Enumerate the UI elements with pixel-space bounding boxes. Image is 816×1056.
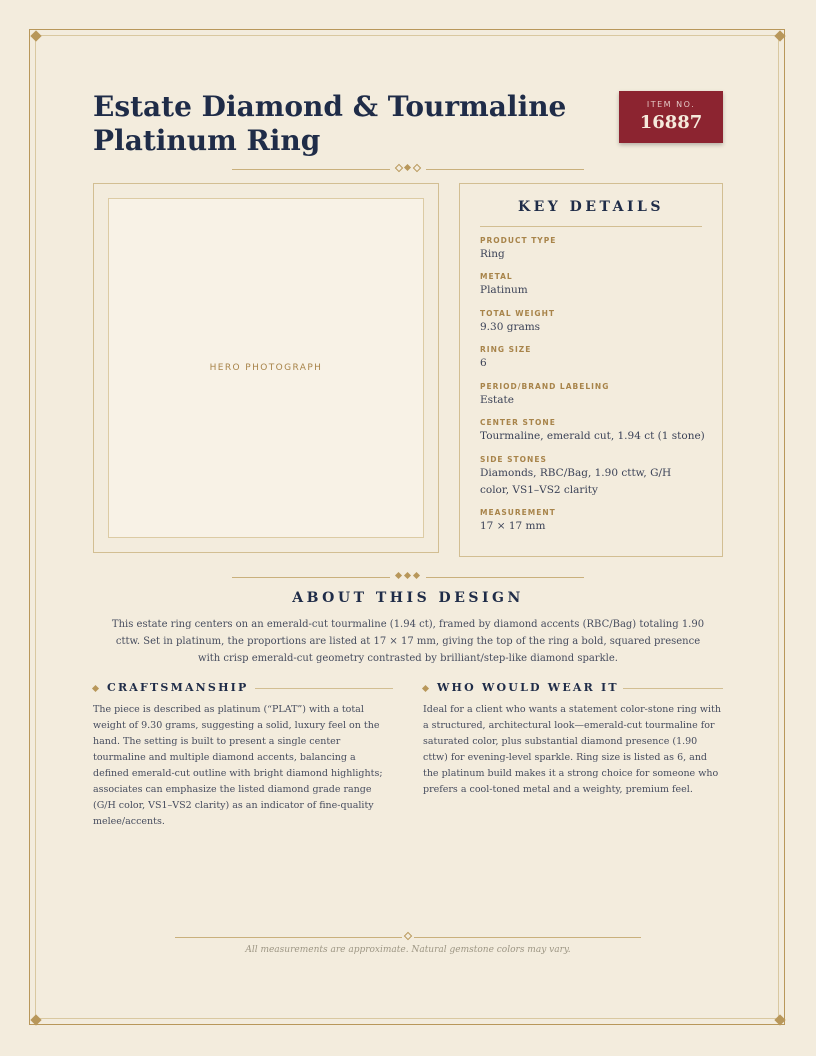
craftsmanship-header: [93, 681, 393, 697]
detail-period-brand: [480, 382, 705, 409]
detail-label: METAL: [480, 272, 513, 281]
detail-value: Platinum: [480, 284, 528, 296]
about-heading: ABOUT THIS DESIGN: [292, 590, 524, 606]
footer-disclaimer: All measurements are approximate. Natural gemstone colors may vary.: [245, 945, 571, 955]
detail-label: TOTAL WEIGHT: [480, 309, 555, 318]
detail-label: SIDE STONES: [480, 455, 547, 464]
about-body: This estate ring centers on an emerald-cut tourmaline (1.94 ct), framed by diamond accents (RBC/Bag) totaling 1.90 cttw. Set in platinum, the proportions are listed at 17 × 17 mm, giving the top of the ring a bold, squared presence with crisp emerald-cut geometry contrasted by brilliant/step-like diamond sparkle.: [111, 619, 705, 664]
detail-label: CENTER STONE: [480, 418, 556, 427]
detail-measurement: [480, 508, 705, 535]
item-number-label: ITEM NO.: [646, 100, 696, 109]
detail-ring-size: [480, 345, 705, 372]
detail-value: 17 × 17 mm: [480, 520, 546, 532]
footer-divider-ornament: [175, 931, 641, 943]
detail-value: 6: [480, 357, 487, 369]
detail-product-type: [480, 236, 705, 263]
item-number-value: 16887: [639, 112, 703, 133]
detail-label: RING SIZE: [480, 345, 532, 354]
item-number-badge: [619, 91, 723, 143]
page-title: Estate Diamond & Tourmaline Platinum Ring: [93, 90, 567, 157]
detail-label: PRODUCT TYPE: [480, 236, 557, 245]
detail-metal: [480, 272, 705, 299]
key-details-divider: [480, 226, 702, 227]
detail-value: Estate: [480, 394, 514, 406]
detail-value: Diamonds, RBC/Bag, 1.90 cttw, G/H color, VS1–VS2 clarity: [480, 467, 672, 496]
detail-value: 9.30 grams: [480, 321, 541, 333]
detail-value: Tourmaline, emerald cut, 1.94 ct (1 stone): [480, 430, 705, 442]
wearer-header: [423, 681, 723, 697]
craftsmanship-body: The piece is described as platinum (“PLAT”) with a total weight of 9.30 grams, suggesting a solid, luxury feel on the hand. The setting is built to present a single center tourmaline and multiple diamond accents, balancing a defined emerald-cut outline with bright diamond highlights; associates can emphasize the listed diamond grade range (G/H color, VS1–VS2 clarity) as an indicator of fine-quality melee/accents.: [93, 704, 383, 827]
detail-label: PERIOD/BRAND LABELING: [480, 382, 610, 391]
key-details-heading: KEY DETAILS: [517, 199, 665, 215]
wearer-heading: WHO WOULD WEAR IT: [437, 681, 619, 694]
detail-label: MEASUREMENT: [480, 508, 556, 517]
detail-total-weight: [480, 309, 705, 336]
hero-placeholder-label: HERO PHOTOGRAPH: [209, 363, 323, 373]
wearer-rule: [623, 688, 723, 689]
craftsmanship-heading: CRAFTSMANSHIP: [107, 681, 249, 694]
wearer-body: Ideal for a client who wants a statement color-stone ring with a structured, architectural look—emerald-cut tourmaline for saturated color, plus substantial diamond presence (1.90 cttw) for evening-level sparkle. Ring size is listed as 6, and the platinum build makes it a strong choice for someone who prefers a cool-toned metal and a weighty, premium feel.: [423, 704, 721, 795]
about-divider-ornament: [232, 571, 584, 583]
title-divider-ornament: [232, 163, 584, 175]
diamond-bullet-icon: [92, 685, 99, 692]
detail-side-stones: [480, 455, 705, 499]
detail-value: Ring: [480, 248, 505, 260]
hero-image-placeholder: [108, 198, 424, 538]
craftsmanship-rule: [255, 688, 393, 689]
diamond-bullet-icon: [422, 685, 429, 692]
detail-center-stone: [480, 418, 705, 445]
